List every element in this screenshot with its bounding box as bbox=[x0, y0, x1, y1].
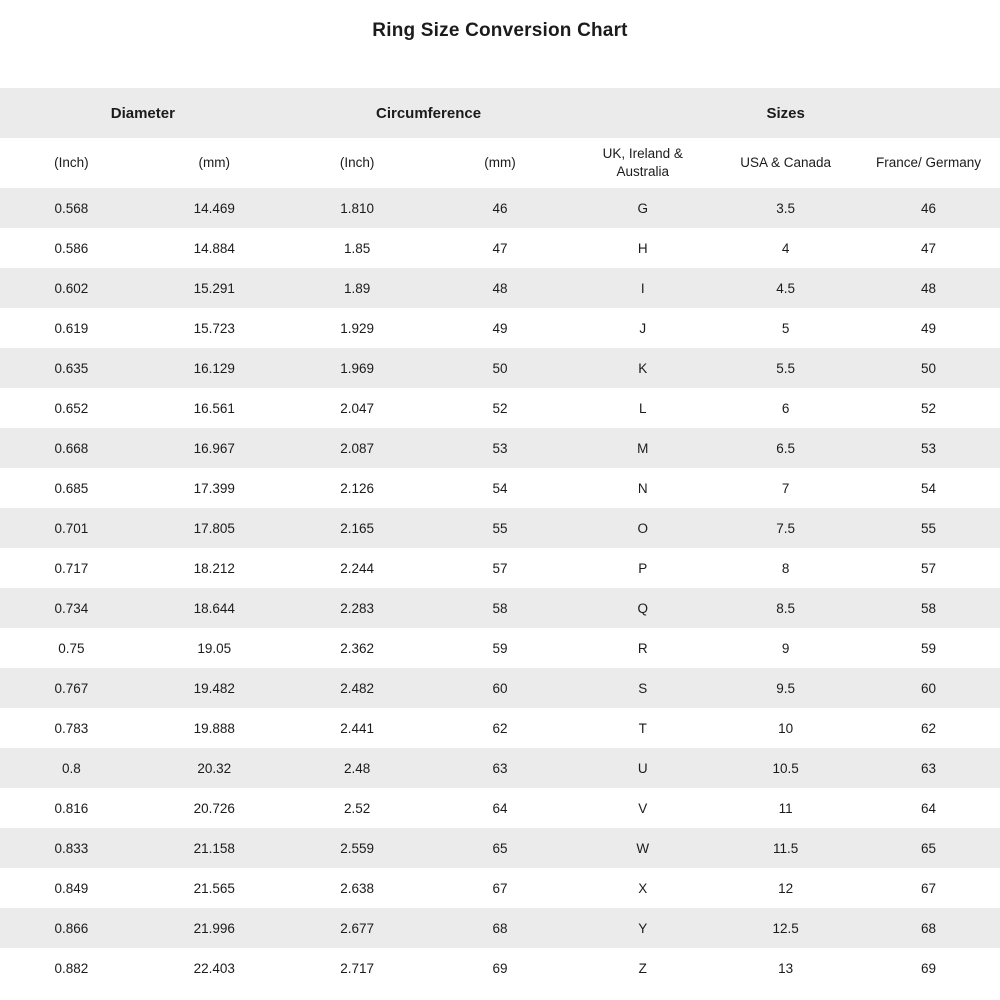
table-cell: 8.5 bbox=[776, 600, 796, 616]
column-header-diameter-mm: (mm) bbox=[198, 155, 230, 171]
table-row bbox=[0, 828, 1000, 868]
table-cell: 0.833 bbox=[54, 840, 89, 856]
table-row bbox=[0, 628, 1000, 668]
table-cell: J bbox=[639, 320, 647, 336]
table-cell: 7 bbox=[781, 480, 790, 496]
table-cell: 1.969 bbox=[340, 360, 374, 376]
table-cell: 63 bbox=[921, 760, 937, 776]
table-cell: 58 bbox=[492, 600, 508, 616]
table-cell: 46 bbox=[492, 200, 508, 216]
table-cell: V bbox=[638, 800, 648, 816]
table-row bbox=[0, 388, 1000, 428]
table-cell: 9.5 bbox=[776, 680, 796, 696]
table-cell: 1.810 bbox=[340, 200, 374, 216]
table-row bbox=[0, 508, 1000, 548]
table-cell: 2.48 bbox=[343, 760, 371, 776]
table-cell: 0.635 bbox=[54, 360, 89, 376]
table-cell: 50 bbox=[492, 360, 508, 376]
table-cell: 68 bbox=[921, 920, 937, 936]
table-cell: 67 bbox=[921, 880, 937, 896]
group-header-sizes: Sizes bbox=[766, 104, 805, 122]
column-header-circumference-inch: (Inch) bbox=[339, 155, 375, 171]
table-header bbox=[0, 88, 1000, 188]
table-row bbox=[0, 548, 1000, 588]
table-row bbox=[0, 668, 1000, 708]
table-cell: 0.783 bbox=[54, 720, 89, 736]
table-cell: 6 bbox=[781, 400, 790, 416]
table-cell: 7.5 bbox=[776, 520, 796, 536]
table-row bbox=[0, 428, 1000, 468]
table-cell: 0.586 bbox=[54, 240, 89, 256]
table-cell: 2.047 bbox=[340, 400, 374, 416]
table-cell: 11 bbox=[778, 800, 793, 816]
table-cell: 0.866 bbox=[54, 920, 89, 936]
ring-size-table bbox=[0, 88, 1000, 988]
table-cell: 20.726 bbox=[193, 800, 235, 816]
table-cell: 68 bbox=[492, 920, 508, 936]
table-cell: 17.399 bbox=[193, 480, 235, 496]
table-cell: 4.5 bbox=[776, 280, 796, 296]
table-cell: 11.5 bbox=[773, 840, 799, 856]
table-cell: 0.882 bbox=[54, 960, 89, 976]
table-cell: 60 bbox=[492, 680, 508, 696]
table-cell: 54 bbox=[492, 480, 508, 496]
table-cell: 48 bbox=[921, 280, 937, 296]
table-cell: U bbox=[637, 760, 648, 776]
table-row bbox=[0, 868, 1000, 908]
table-cell: 49 bbox=[492, 320, 508, 336]
table-cell: 0.8 bbox=[62, 760, 81, 776]
table-cell: K bbox=[638, 360, 648, 376]
table-cell: 3.5 bbox=[776, 200, 796, 216]
table-cell: 2.559 bbox=[340, 840, 374, 856]
table-cell: 0.701 bbox=[54, 520, 89, 536]
table-cell: 16.129 bbox=[193, 360, 235, 376]
table-cell: 0.816 bbox=[54, 800, 89, 816]
table-row bbox=[0, 788, 1000, 828]
table-cell: 52 bbox=[492, 400, 508, 416]
table-cell: 19.888 bbox=[193, 720, 235, 736]
table-cell: 52 bbox=[921, 400, 937, 416]
table-cell: 2.362 bbox=[340, 640, 374, 656]
table-cell: N bbox=[637, 480, 648, 496]
table-cell: I bbox=[640, 280, 645, 296]
table-cell: 21.996 bbox=[193, 920, 235, 936]
table-row bbox=[0, 308, 1000, 348]
table-cell: 47 bbox=[921, 240, 937, 256]
table-cell: 5 bbox=[781, 320, 790, 336]
table-cell: 16.561 bbox=[193, 400, 235, 416]
table-cell: 59 bbox=[492, 640, 508, 656]
table-cell: 58 bbox=[921, 600, 937, 616]
table-cell: 46 bbox=[921, 200, 937, 216]
table-cell: 12.5 bbox=[772, 920, 799, 936]
table-row bbox=[0, 708, 1000, 748]
table-cell: 54 bbox=[921, 480, 937, 496]
table-cell: 12 bbox=[778, 880, 794, 896]
table-cell: 4 bbox=[781, 240, 790, 256]
table-cell: 10.5 bbox=[772, 760, 799, 776]
table-cell: P bbox=[638, 560, 648, 576]
table-cell: 2.52 bbox=[343, 800, 371, 816]
table-cell: 69 bbox=[492, 960, 508, 976]
table-cell: 8 bbox=[781, 560, 790, 576]
table-cell: L bbox=[639, 400, 647, 416]
table-row bbox=[0, 908, 1000, 948]
column-header-france-germany: France/ Germany bbox=[876, 155, 982, 171]
table-cell: 0.734 bbox=[54, 600, 89, 616]
table-cell: S bbox=[638, 680, 648, 696]
table-cell: 60 bbox=[921, 680, 937, 696]
table-cell: 57 bbox=[921, 560, 937, 576]
table-cell: 0.668 bbox=[54, 440, 89, 456]
table-cell: 62 bbox=[492, 720, 508, 736]
table-cell: Z bbox=[638, 960, 647, 976]
table-cell: 2.087 bbox=[340, 440, 374, 456]
column-header-uk-ireland-australia: UK, Ireland & Australia bbox=[602, 146, 683, 179]
table-cell: 50 bbox=[921, 360, 937, 376]
table-row bbox=[0, 348, 1000, 388]
table-cell: 2.441 bbox=[340, 720, 374, 736]
table-cell: 53 bbox=[921, 440, 937, 456]
table-cell: 2.638 bbox=[340, 880, 374, 896]
table-row bbox=[0, 948, 1000, 988]
table-cell: 0.767 bbox=[54, 680, 89, 696]
table-cell: 62 bbox=[921, 720, 937, 736]
table-row bbox=[0, 468, 1000, 508]
table-cell: 2.717 bbox=[340, 960, 374, 976]
table-cell: 0.652 bbox=[54, 400, 89, 416]
table-row bbox=[0, 268, 1000, 308]
table-cell: 6.5 bbox=[776, 440, 796, 456]
table-cell: 1.85 bbox=[343, 240, 371, 256]
column-header-diameter-inch: (Inch) bbox=[54, 155, 89, 171]
table-cell: 19.05 bbox=[197, 640, 232, 656]
table-cell: 65 bbox=[921, 840, 937, 856]
column-header-usa-canada: USA & Canada bbox=[740, 155, 832, 171]
table-cell: 0.619 bbox=[54, 320, 89, 336]
table-cell: 14.884 bbox=[193, 240, 235, 256]
table-cell: 49 bbox=[921, 320, 937, 336]
table-cell: 15.291 bbox=[193, 280, 235, 296]
table-cell: 0.685 bbox=[54, 480, 89, 496]
table-cell: 69 bbox=[921, 960, 937, 976]
table-cell: 64 bbox=[492, 800, 508, 816]
table-cell: 48 bbox=[492, 280, 508, 296]
group-header-row bbox=[0, 88, 1000, 138]
group-header-circumference: Circumference bbox=[376, 104, 482, 122]
table-cell: 67 bbox=[492, 880, 508, 896]
column-header-row bbox=[0, 138, 1000, 188]
table-cell: 18.644 bbox=[193, 600, 235, 616]
table-cell: 0.568 bbox=[54, 200, 89, 216]
table-cell: Y bbox=[638, 920, 648, 936]
table-cell: 2.165 bbox=[340, 520, 374, 536]
table-cell: 55 bbox=[921, 520, 937, 536]
table-cell: 20.32 bbox=[197, 760, 232, 776]
table-cell: 21.565 bbox=[193, 880, 235, 896]
table-cell: 63 bbox=[492, 760, 508, 776]
table-row bbox=[0, 588, 1000, 628]
table-cell: 0.602 bbox=[54, 280, 89, 296]
table-cell: 2.283 bbox=[340, 600, 374, 616]
table-cell: 0.849 bbox=[54, 880, 89, 896]
table-body bbox=[0, 188, 1000, 988]
table-cell: 0.717 bbox=[54, 560, 89, 576]
table-cell: W bbox=[636, 840, 650, 856]
table-cell: Q bbox=[637, 600, 649, 616]
table-cell: 9 bbox=[781, 640, 790, 656]
table-cell: H bbox=[637, 240, 648, 256]
table-cell: 64 bbox=[921, 800, 937, 816]
table-cell: 16.967 bbox=[193, 440, 235, 456]
table-cell: 22.403 bbox=[193, 960, 235, 976]
table-cell: 2.482 bbox=[340, 680, 374, 696]
table-cell: 15.723 bbox=[193, 320, 235, 336]
table-cell: 0.75 bbox=[58, 640, 85, 656]
table-cell: 10 bbox=[778, 720, 794, 736]
table-cell: 47 bbox=[492, 240, 508, 256]
table-cell: 14.469 bbox=[193, 200, 235, 216]
page-title: Ring Size Conversion Chart bbox=[372, 20, 628, 41]
table-cell: 55 bbox=[492, 520, 508, 536]
table-cell: T bbox=[638, 720, 647, 736]
table-row bbox=[0, 228, 1000, 268]
table-cell: X bbox=[638, 880, 648, 896]
table-cell: 1.929 bbox=[340, 320, 374, 336]
table-cell: M bbox=[637, 440, 649, 456]
table-cell: 21.158 bbox=[193, 840, 235, 856]
table-cell: G bbox=[637, 200, 649, 216]
table-cell: 13 bbox=[778, 960, 794, 976]
table-row bbox=[0, 748, 1000, 788]
table-cell: 17.805 bbox=[193, 520, 235, 536]
table-cell: 65 bbox=[492, 840, 508, 856]
table-cell: 53 bbox=[492, 440, 508, 456]
table-cell: 2.677 bbox=[340, 920, 374, 936]
table-cell: 19.482 bbox=[193, 680, 235, 696]
table-cell: O bbox=[637, 520, 649, 536]
table-row bbox=[0, 188, 1000, 228]
table-cell: R bbox=[637, 640, 648, 656]
table-cell: 2.126 bbox=[340, 480, 374, 496]
table-cell: 59 bbox=[921, 640, 937, 656]
column-header-circumference-mm: (mm) bbox=[484, 155, 516, 171]
group-header-diameter: Diameter bbox=[110, 104, 175, 122]
table-cell: 2.244 bbox=[340, 560, 374, 576]
table-cell: 57 bbox=[492, 560, 508, 576]
table-cell: 18.212 bbox=[193, 560, 235, 576]
table-cell: 1.89 bbox=[343, 280, 371, 296]
table-cell: 5.5 bbox=[776, 360, 796, 376]
